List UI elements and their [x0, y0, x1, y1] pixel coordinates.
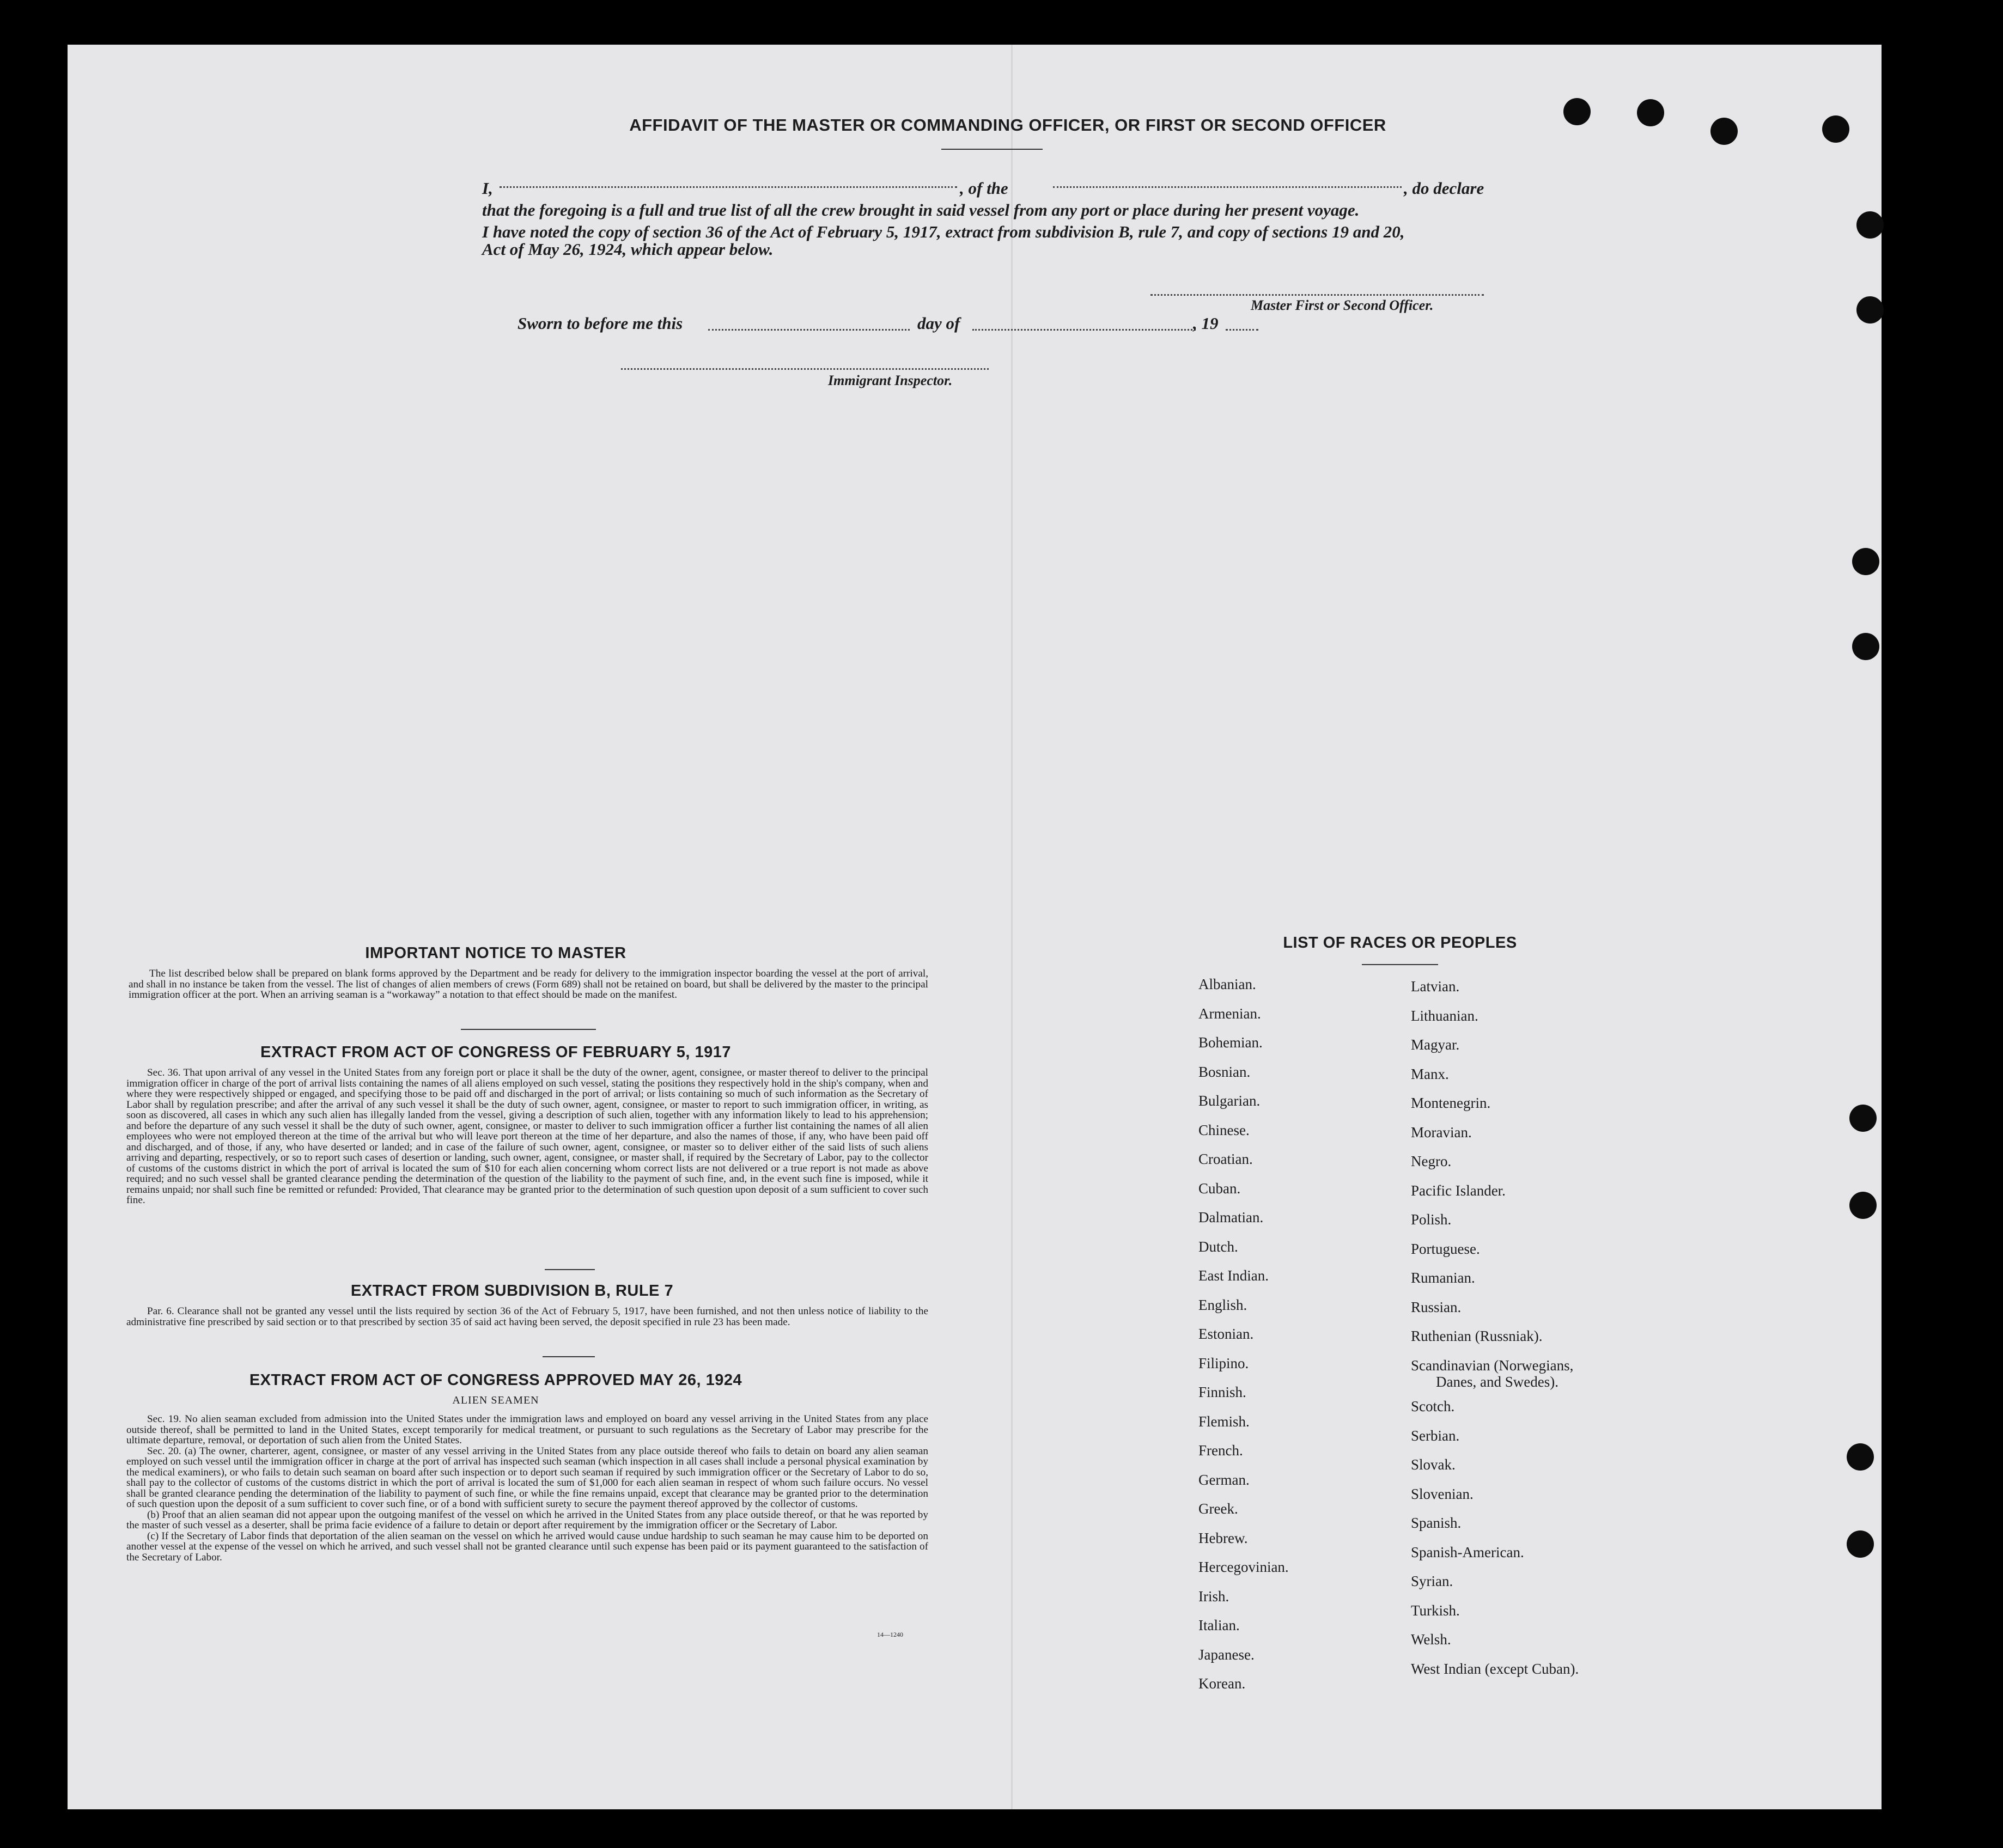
declaration-line-4: Act of May 26, 1924, which appear below. [482, 240, 774, 259]
race-item: Welsh. [1411, 1631, 1451, 1648]
race-item: Armenian. [1198, 1005, 1261, 1022]
sworn-label: Sworn to before me this [518, 314, 683, 333]
race-item: Negro. [1411, 1153, 1452, 1169]
section-divider [543, 1356, 595, 1357]
race-item: Finnish. [1198, 1384, 1246, 1400]
race-item: Spanish. [1411, 1515, 1462, 1531]
sworn-line [518, 314, 1280, 333]
sworn-year-field[interactable] [1226, 329, 1258, 331]
race-item: Bulgarian. [1198, 1093, 1261, 1109]
race-item: Hebrew. [1198, 1529, 1248, 1546]
section-20b-text: (b) Proof that an alien seaman did not appear upon the outgoing manifest of the vessel on which he arrived in the United States from any place outside thereof, or that he was reported by the master of such vessel as a deserter, shall be prima facie evidence of a failure to detain or deport after requirement by the immigration officer or the Secretary of Labor. [126, 1509, 928, 1531]
alien-seamen-subheading: ALIEN SEAMEN [452, 1394, 539, 1406]
year-label: , 19 [1193, 314, 1219, 333]
punch-hole [1847, 1530, 1874, 1558]
punch-hole [1710, 118, 1738, 145]
race-item: Serbian. [1411, 1427, 1460, 1444]
punch-hole [1563, 98, 1591, 125]
extract-1924-body [126, 1414, 928, 1563]
declarant-name-field[interactable] [500, 186, 957, 188]
extract-1924-heading: EXTRACT FROM ACT OF CONGRESS APPROVED MAY 26, 1924 [249, 1371, 742, 1389]
race-item: Manx. [1411, 1065, 1449, 1082]
vessel-name-field[interactable] [1053, 186, 1402, 188]
punch-hole [1849, 1105, 1877, 1132]
race-item: Polish. [1411, 1211, 1452, 1228]
punch-hole [1822, 115, 1849, 143]
title-underline [941, 149, 1043, 150]
race-item: Syrian. [1411, 1573, 1453, 1589]
race-item: Russian. [1411, 1298, 1462, 1315]
race-item: Albanian. [1198, 976, 1256, 992]
race-item: English. [1198, 1296, 1247, 1313]
race-item: Slovak. [1411, 1456, 1456, 1473]
race-item: Greek. [1198, 1501, 1238, 1517]
race-item: Flemish. [1198, 1413, 1250, 1430]
section-20c-text: (c) If the Secretary of Labor finds that deportation of the alien seaman on the vessel on which he arrived would cause undue hardship to such seaman he may cause him to be deported on another vessel at the expense of the vessel on which he arrived, and such vessel shall not be granted clearance until such expense has been paid or its payment guaranteed to the satisfaction of the Secretary of Labor. [126, 1530, 928, 1563]
race-item: Lithuanian. [1411, 1007, 1478, 1024]
race-item: Hercegovinian. [1198, 1559, 1289, 1575]
race-item: Cuban. [1198, 1180, 1241, 1197]
sworn-day-field[interactable] [708, 329, 910, 331]
race-item: Filipino. [1198, 1355, 1249, 1371]
extract-1917-body [126, 1068, 928, 1206]
race-item: Dutch. [1198, 1238, 1238, 1255]
race-item: Croatian. [1198, 1151, 1253, 1167]
paragraph-6-text: Par. 6. Clearance shall not be granted any vessel until the lists required by section 36 of the Act of February 5, 1917, have been furnished, and not then unless notice of liability to the administrative fine prescribed by said section or to that prescribed by section 35 of said act having been served, the deposit specified in rule 23 has been made. [126, 1306, 928, 1328]
subdivision-b-body [126, 1306, 928, 1327]
section-19-text: Sec. 19. No alien seaman excluded from admission into the United States under the immigration laws and employed on board any vessel arriving in the United States from any place outside thereof, shall be permitted to land in the United States, except temporarily for medical treatment, or pursuant to such regulations as the Secretary of Labor may prescribe for the ultimate departure, removal, or deportation of such alien from the United States. [126, 1413, 928, 1446]
section-36-text: Sec. 36. That upon arrival of any vessel in the United States from any foreign port or place it shall be the duty of the owner, agent, consignee, or master thereof to deliver to the principal immigration officer in charge of the port of arrival lists containing the names of all aliens employed on such vessel, stating the positions they respectively hold in the ship's company, when and where they were respectively shipped or engaged, and specifying those to be paid off and discharged in the port of arrival; or lists containing so much of such information as the Secretary of Labor shall by regulation prescribe; and after the arrival of any such vessel it shall be the duty of such owner, agent, consignee, or master to report to such immigration officer, in writing, as soon as discovered, all cases in which any such alien has illegally landed from the vessel, giving a description of such alien, together with any information likely to lead to his apprehension; and before the departure of any such vessel it shall be the duty of such owner, agent, consignee, or master to deliver to such immigration officer a further list containing the names of all alien employees who were not employed thereon at the time of the arrival but who will leave port thereon at the time of her departure, and also the names of those, if any, who have been paid off and discharged, and of those, if any, who have deserted or landed; and in case of the failure of such owner, agent, consignee, or master so to deliver either of the said lists of such aliens arriving and departing, respectively, or so to report such cases of desertion or landing, such owner, agent, consignee, or master shall, if required by the Secretary of Labor, pay to the collector of customs of the customs district in which the port of arrival is located the sum of $10 for each alien concerning whom correct lists are not delivered or a true report is not made as above required; and no such vessel shall be granted clearance pending the determination of the question of the liability to the payment of such fine, and, in the event such fine is imposed, while it remains unpaid; nor shall such fine be remitted or refunded: Provided, That clearance may be granted prior to the determination of such question upon deposit of a sum sufficient to cover such fine. [126, 1067, 928, 1206]
race-item: French. [1198, 1442, 1243, 1459]
notice-body [129, 968, 928, 1001]
race-item: Irish. [1198, 1588, 1229, 1605]
punch-hole [1849, 1192, 1877, 1219]
declaration-line-3: I have noted the copy of section 36 of the Act of February 5, 1917, extract from subdivision B, rule 7, and copy of sections 19 and 20, [482, 222, 1405, 241]
inspector-signature-line[interactable] [621, 368, 989, 370]
race-item: Japanese. [1198, 1646, 1255, 1663]
race-item: Spanish-American. [1411, 1544, 1524, 1560]
race-item: Bohemian. [1198, 1034, 1263, 1051]
form-number: 14—1240 [877, 1631, 903, 1638]
race-item: Scotch. [1411, 1398, 1455, 1414]
race-item: Rumanian. [1411, 1270, 1475, 1286]
punch-hole [1847, 1443, 1874, 1471]
race-item: Slovenian. [1411, 1485, 1474, 1502]
declarant-prefix: I, [482, 179, 493, 198]
race-item: Turkish. [1411, 1602, 1460, 1619]
race-item: Italian. [1198, 1617, 1240, 1633]
section-divider [461, 1029, 596, 1030]
race-item: Scandinavian (Norwegians, [1411, 1357, 1574, 1374]
race-item: Latvian. [1411, 978, 1460, 995]
sworn-month-field[interactable] [972, 329, 1196, 331]
race-item: Moravian. [1411, 1124, 1472, 1140]
section-divider [545, 1269, 595, 1270]
race-item: Montenegrin. [1411, 1095, 1491, 1111]
of-the-label: , of the [960, 179, 1008, 198]
race-item: Korean. [1198, 1675, 1246, 1692]
races-underline [1362, 964, 1438, 965]
punch-hole [1852, 633, 1879, 660]
declaration-line-1 [482, 179, 1506, 198]
race-item: East Indian. [1198, 1267, 1269, 1284]
master-signature-line[interactable] [1150, 294, 1484, 296]
section-20a-text: Sec. 20. (a) The owner, charterer, agent, consignee, or master of any vessel arriving in the United States from any place outside thereof who fails to detain on board any alien seaman employed on such vessel until the immigration officer in charge at the port of arrival has inspected such seaman (which inspection in all cases shall include a personal physical examination by the medical examiners), or who fails to detain such seaman on board after such inspection or to deport such seaman if required by such immigration officer or the Secretary of Labor to do so, shall pay to the collector of customs of the customs district in which the port of arrival is located the sum of $1,000 for each alien seaman in respect of whom such failure occurs. No vessel shall be granted clearance pending the determination of the liability to payment of such fine, or while the fine remains unpaid, except that clearance may be granted prior to the determination of such question upon the deposit of a sum sufficient to cover such fine, or of a bond with sufficient surety to secure the payment thereof approved by the collector of customs. [126, 1445, 928, 1510]
declare-label: , do declare [1404, 179, 1484, 198]
extract-1917-heading: EXTRACT FROM ACT OF CONGRESS OF FEBRUARY 5, 1917 [260, 1044, 732, 1061]
master-signature-label: Master First or Second Officer. [1251, 297, 1434, 313]
fold-line [1011, 45, 1013, 1809]
notice-text: The list described below shall be prepared on blank forms approved by the Department and be ready for delivery to the immigration inspector boarding the vessel at the port of arrival, and shall in no instance be taken from the vessel. The list of changes of alien members of crews (Form 689) shall not be retained on board, but shall be delivered by the master to the principal immigration officer at the port. When an arriving seaman is a “workaway” a notation to that effect should be made on the manifest. [129, 968, 928, 1001]
race-item: Magyar. [1411, 1036, 1460, 1053]
punch-hole [1637, 99, 1664, 126]
subdivision-b-heading: EXTRACT FROM SUBDIVISION B, RULE 7 [350, 1282, 674, 1300]
race-item: Bosnian. [1198, 1063, 1251, 1080]
inspector-signature-label: Immigrant Inspector. [828, 373, 953, 388]
race-item: Estonian. [1198, 1326, 1254, 1342]
race-item: West Indian (except Cuban). [1411, 1660, 1579, 1677]
race-item: German. [1198, 1471, 1250, 1488]
punch-hole [1856, 211, 1884, 239]
day-of-label: day of [917, 314, 960, 333]
punch-hole [1856, 296, 1884, 324]
affidavit-title: AFFIDAVIT OF THE MASTER OR COMMANDING OFFICER, OR FIRST OR SECOND OFFICER [629, 115, 1386, 135]
declaration-line-2: that the foregoing is a full and true list of all the crew brought in said vessel from any port or place during her present voyage. [482, 200, 1360, 219]
notice-heading: IMPORTANT NOTICE TO MASTER [365, 944, 626, 962]
race-item: Danes, and Swedes). [1436, 1373, 1558, 1390]
race-item: Pacific Islander. [1411, 1182, 1506, 1199]
race-item: Ruthenian (Russniak). [1411, 1328, 1543, 1344]
race-item: Portuguese. [1411, 1240, 1480, 1257]
race-item: Chinese. [1198, 1121, 1250, 1138]
race-item: Dalmatian. [1198, 1209, 1264, 1225]
races-heading: LIST OF RACES OR PEOPLES [1283, 934, 1517, 952]
punch-hole [1852, 548, 1879, 575]
